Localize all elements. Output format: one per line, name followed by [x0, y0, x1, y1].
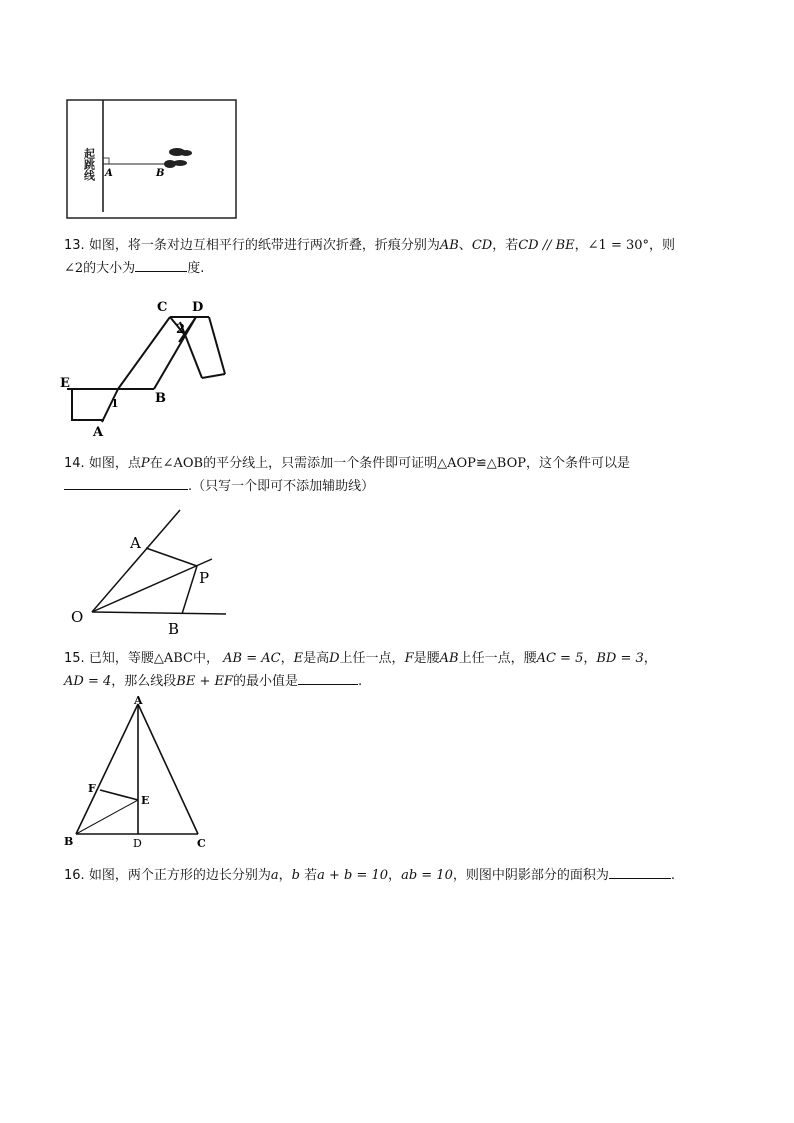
- label-a: A: [93, 425, 104, 440]
- label-c: C: [197, 837, 206, 850]
- angle-bisector-figure: [66, 506, 232, 640]
- answer-blank-15[interactable]: [298, 670, 358, 685]
- footprint-icon: [164, 148, 192, 168]
- long-jump-figure: [60, 96, 242, 224]
- answer-blank-14[interactable]: [64, 475, 188, 490]
- takeoff-line-label: 起跳线: [82, 148, 96, 181]
- question-15: 15. 已知，等腰△ABC中， AB = AC，E是高D上任一点，F是腰AB上任一点，腰AC = 5，BD = 3， AD = 4，那么线段BE + EF的最小值是 .: [64, 651, 657, 689]
- isosceles-triangle-figure: [60, 696, 216, 852]
- label-f: F: [88, 782, 96, 795]
- label-b: B: [64, 835, 74, 848]
- label-a: A: [130, 534, 141, 552]
- answer-blank-13[interactable]: [135, 257, 187, 272]
- label-a: A: [105, 168, 113, 179]
- question-13: 13. 如图，将一条对边互相平行的纸带进行两次折叠，折痕分别为AB、CD，若CD // BE，∠1 = 30°，则 ∠2的大小为 度.: [64, 238, 676, 276]
- question-14: 14. 如图，点P在∠AOB的平分线上，只需添加一个条件即可证明△AOP≌△BOP，这个条件可以是 .（只写一个即可不添加辅助线）: [64, 456, 631, 494]
- label-o: O: [71, 608, 84, 626]
- answer-blank-16[interactable]: [609, 864, 671, 879]
- label-e: E: [60, 376, 70, 391]
- label-d: D: [192, 300, 204, 315]
- label-b: B: [168, 620, 180, 638]
- label-e: E: [141, 794, 150, 807]
- label-a: A: [134, 696, 143, 707]
- label-d: D: [133, 837, 142, 850]
- label-c: C: [157, 300, 168, 315]
- folded-strip-figure: [58, 296, 240, 442]
- question-16: 16. 如图，两个正方形的边长分别为a，b 若a + b = 10，ab = 10，则图中阴影部分的面积为 .: [64, 864, 744, 887]
- right-angle-mark: [103, 158, 109, 164]
- label-p: P: [199, 569, 210, 587]
- label-b: B: [155, 391, 166, 406]
- angle-1-label: 1: [111, 397, 119, 410]
- label-b: B: [156, 168, 165, 179]
- angle-2-label: 2: [176, 322, 186, 337]
